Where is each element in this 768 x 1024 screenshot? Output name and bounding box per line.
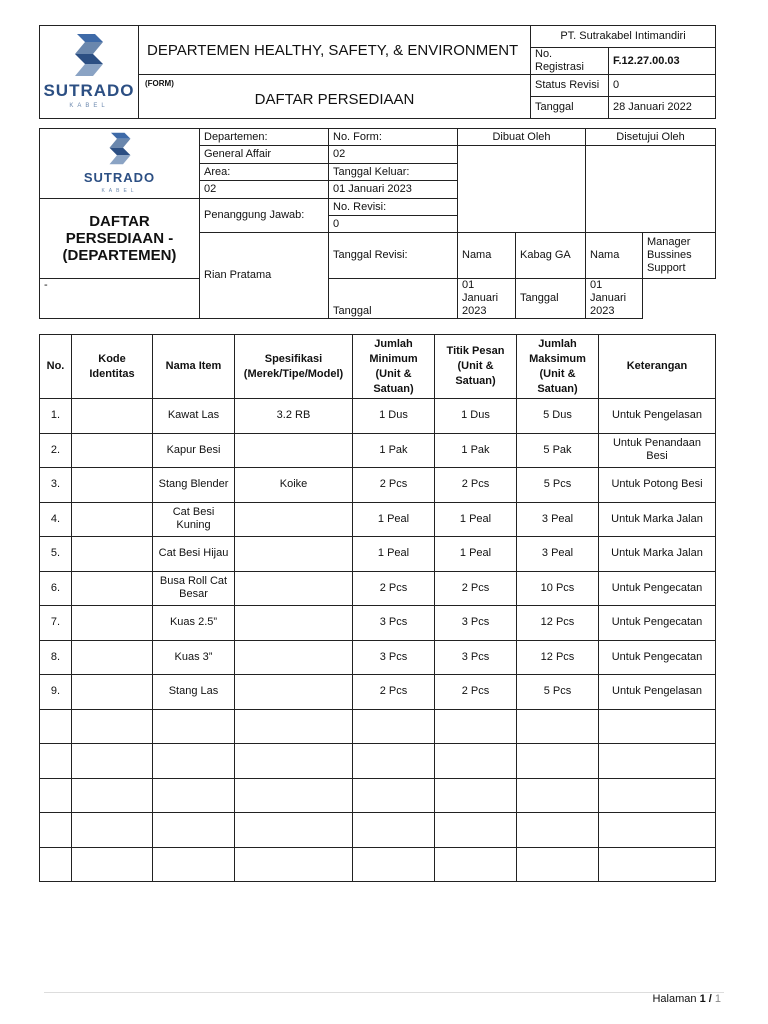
cell-titik xyxy=(435,847,517,882)
table-row xyxy=(40,399,716,434)
cell-max: 5 Pcs xyxy=(517,675,599,710)
cell-kode xyxy=(72,537,153,572)
tanggal-revisi-value: - xyxy=(40,279,200,319)
cell-no xyxy=(40,778,72,813)
cell-titik xyxy=(435,744,517,779)
cell-ket: Untuk Marka Jalan xyxy=(599,502,716,537)
header-titik: Titik Pesan (Unit & Satuan) xyxy=(435,335,517,399)
cell-min: 3 Pcs xyxy=(353,606,435,641)
cell-min xyxy=(353,709,435,744)
header-keterangan: Keterangan xyxy=(599,335,716,399)
no-form-label: No. Form: xyxy=(329,129,458,146)
cell-spek xyxy=(235,571,353,606)
logo-brand-text: SUTRADO xyxy=(43,80,135,100)
cell-no xyxy=(40,709,72,744)
cell-no: 2. xyxy=(40,433,72,468)
page-number xyxy=(652,993,721,1005)
penanggung-jawab-value: Rian Pratama xyxy=(200,233,329,319)
cell-ket xyxy=(599,709,716,744)
cell-no: 3. xyxy=(40,468,72,503)
cell-kode xyxy=(72,606,153,641)
document-header xyxy=(39,25,716,119)
date-value: 28 Januari 2022 xyxy=(609,97,716,119)
doc-title: DAFTAR PERSEDIAAN - (DEPARTEMEN) xyxy=(40,199,200,279)
cell-nama: Stang Blender xyxy=(153,468,235,503)
no-form-value: 02 xyxy=(329,146,458,164)
cell-no: 4. xyxy=(40,502,72,537)
cell-spek xyxy=(235,640,353,675)
cell-spek xyxy=(235,433,353,468)
cell-min: 1 Peal xyxy=(353,537,435,572)
cell-no: 9. xyxy=(40,675,72,710)
form-tag: (FORM) xyxy=(145,79,174,88)
info-logo-sub: KABEL xyxy=(101,188,138,194)
document-info xyxy=(39,128,716,319)
departemen-label: Departemen: xyxy=(200,129,329,146)
area-label: Area: xyxy=(200,164,329,181)
cell-kode xyxy=(72,433,153,468)
cell-min xyxy=(353,813,435,848)
header-no: No. xyxy=(40,335,72,399)
form-title: DAFTAR PERSEDIAAN xyxy=(254,91,415,108)
footer-divider xyxy=(44,992,724,993)
company-logo xyxy=(40,26,139,119)
cell-nama xyxy=(153,744,235,779)
cell-no: 7. xyxy=(40,606,72,641)
cell-nama: Kuas 3” xyxy=(153,640,235,675)
cell-kode xyxy=(72,399,153,434)
cell-titik: 3 Pcs xyxy=(435,640,517,675)
table-row xyxy=(40,813,716,848)
cell-min: 3 Pcs xyxy=(353,640,435,675)
cell-spek: 3.2 RB xyxy=(235,399,353,434)
cell-titik: 1 Dus xyxy=(435,399,517,434)
table-row xyxy=(40,537,716,572)
disetujui-signature-area xyxy=(586,146,716,233)
cell-min xyxy=(353,847,435,882)
cell-nama xyxy=(153,778,235,813)
area-value: 02 xyxy=(200,181,329,199)
cell-titik xyxy=(435,709,517,744)
cell-kode xyxy=(72,778,153,813)
disetujui-oleh-label: Disetujui Oleh xyxy=(586,129,716,146)
table-row xyxy=(40,502,716,537)
cell-kode xyxy=(72,468,153,503)
table-row xyxy=(40,778,716,813)
cell-min: 2 Pcs xyxy=(353,468,435,503)
info-logo xyxy=(40,129,200,199)
cell-spek xyxy=(235,502,353,537)
cell-no: 8. xyxy=(40,640,72,675)
cell-ket: Untuk Pengecatan xyxy=(599,606,716,641)
cell-min: 1 Peal xyxy=(353,502,435,537)
cell-max xyxy=(517,744,599,779)
cell-ket: Untuk Pengecatan xyxy=(599,640,716,675)
cell-min: 1 Pak xyxy=(353,433,435,468)
table-row xyxy=(40,468,716,503)
table-row xyxy=(40,744,716,779)
departemen-value: General Affair xyxy=(200,146,329,164)
cell-max xyxy=(517,778,599,813)
cell-min xyxy=(353,778,435,813)
cell-nama xyxy=(153,813,235,848)
tanggal-keluar-value: 01 Januari 2023 xyxy=(329,181,458,199)
cell-min xyxy=(353,744,435,779)
cell-ket xyxy=(599,778,716,813)
company-name: PT. Sutrakabel Intimandiri xyxy=(531,26,716,48)
no-revisi-label: No. Revisi: xyxy=(329,199,458,216)
cell-titik: 1 Pak xyxy=(435,433,517,468)
table-row xyxy=(40,640,716,675)
cell-max: 5 Pak xyxy=(517,433,599,468)
cell-spek xyxy=(235,709,353,744)
cell-kode xyxy=(72,571,153,606)
table-row xyxy=(40,433,716,468)
dibuat-nama-label: Nama xyxy=(458,233,516,279)
cell-kode xyxy=(72,847,153,882)
cell-kode xyxy=(72,502,153,537)
cell-no xyxy=(40,813,72,848)
cell-spek xyxy=(235,847,353,882)
cell-spek xyxy=(235,744,353,779)
cell-ket xyxy=(599,847,716,882)
info-logo-brand: SUTRADO xyxy=(83,170,156,185)
cell-spek xyxy=(235,778,353,813)
registration-label: No. Registrasi xyxy=(531,48,609,75)
dibuat-tanggal-value: 01 Januari 2023 xyxy=(458,279,516,319)
cell-spek xyxy=(235,606,353,641)
tanggal-keluar-label: Tanggal Keluar: xyxy=(329,164,458,181)
cell-max xyxy=(517,847,599,882)
dibuat-tanggal-label: Tanggal xyxy=(329,279,458,319)
cell-nama: Stang Las xyxy=(153,675,235,710)
cell-nama: Kapur Besi xyxy=(153,433,235,468)
cell-max: 10 Pcs xyxy=(517,571,599,606)
sutrado-logo-icon xyxy=(69,32,109,82)
cell-ket: Untuk Pengelasan xyxy=(599,675,716,710)
cell-nama xyxy=(153,709,235,744)
table-row xyxy=(40,606,716,641)
table-row xyxy=(40,675,716,710)
cell-max xyxy=(517,813,599,848)
cell-nama: Kuas 2.5” xyxy=(153,606,235,641)
revision-status-value: 0 xyxy=(609,75,716,97)
page-total: 1 xyxy=(714,993,721,1005)
cell-kode xyxy=(72,675,153,710)
cell-titik: 2 Pcs xyxy=(435,675,517,710)
cell-nama xyxy=(153,847,235,882)
disetujui-nama-value: Manager Bussines Support xyxy=(643,233,716,279)
table-row xyxy=(40,709,716,744)
cell-titik: 2 Pcs xyxy=(435,571,517,606)
cell-ket: Untuk Penandaan Besi xyxy=(599,433,716,468)
cell-ket: Untuk Pengelasan xyxy=(599,399,716,434)
cell-min: 1 Dus xyxy=(353,399,435,434)
header-nama: Nama Item xyxy=(153,335,235,399)
cell-nama: Busa Roll Cat Besar xyxy=(153,571,235,606)
registration-value: F.12.27.00.03 xyxy=(609,48,716,75)
inventory-table xyxy=(39,334,716,882)
cell-titik xyxy=(435,813,517,848)
tanggal-revisi-label: Tanggal Revisi: xyxy=(329,233,458,279)
cell-spek: Koike xyxy=(235,468,353,503)
disetujui-nama-label: Nama xyxy=(586,233,643,279)
sutrado-logo-icon xyxy=(105,129,135,171)
header-kode: Kode Identitas xyxy=(72,335,153,399)
cell-no: 1. xyxy=(40,399,72,434)
cell-spek xyxy=(235,537,353,572)
cell-max: 12 Pcs xyxy=(517,640,599,675)
cell-ket: Untuk Marka Jalan xyxy=(599,537,716,572)
cell-kode xyxy=(72,640,153,675)
cell-ket: Untuk Pengecatan xyxy=(599,571,716,606)
cell-max xyxy=(517,709,599,744)
cell-titik: 1 Peal xyxy=(435,502,517,537)
page-current: 1 / xyxy=(699,993,712,1005)
header-min: Jumlah Minimum (Unit & Satuan) xyxy=(353,335,435,399)
cell-no xyxy=(40,744,72,779)
disetujui-tanggal-value: 01 Januari 2023 xyxy=(586,279,643,319)
cell-kode xyxy=(72,813,153,848)
dibuat-oleh-label: Dibuat Oleh xyxy=(458,129,586,146)
department-title: DEPARTEMEN HEALTHY, SAFETY, & ENVIRONMENT xyxy=(139,26,531,75)
cell-titik: 1 Peal xyxy=(435,537,517,572)
header-max: Jumlah Maksimum (Unit & Satuan) xyxy=(517,335,599,399)
cell-titik: 3 Pcs xyxy=(435,606,517,641)
penanggung-jawab-label: Penanggung Jawab: xyxy=(200,199,329,233)
cell-kode xyxy=(72,744,153,779)
cell-max: 3 Peal xyxy=(517,537,599,572)
cell-max: 12 Pcs xyxy=(517,606,599,641)
cell-titik: 2 Pcs xyxy=(435,468,517,503)
cell-no: 6. xyxy=(40,571,72,606)
table-row xyxy=(40,571,716,606)
revision-status-label: Status Revisi xyxy=(531,75,609,97)
cell-min: 2 Pcs xyxy=(353,571,435,606)
cell-spek xyxy=(235,675,353,710)
cell-min: 2 Pcs xyxy=(353,675,435,710)
dibuat-signature-area xyxy=(458,146,586,233)
cell-kode xyxy=(72,709,153,744)
cell-spek xyxy=(235,813,353,848)
cell-no: 5. xyxy=(40,537,72,572)
table-header-row xyxy=(40,335,716,399)
disetujui-tanggal-label: Tanggal xyxy=(516,279,586,319)
cell-nama: Kawat Las xyxy=(153,399,235,434)
cell-no xyxy=(40,847,72,882)
form-title-cell xyxy=(139,75,531,119)
page-label: Halaman xyxy=(652,993,697,1005)
cell-titik xyxy=(435,778,517,813)
cell-nama: Cat Besi Hijau xyxy=(153,537,235,572)
cell-ket xyxy=(599,744,716,779)
header-spesifikasi: Spesifikasi (Merek/Tipe/Model) xyxy=(235,335,353,399)
cell-ket: Untuk Potong Besi xyxy=(599,468,716,503)
cell-ket xyxy=(599,813,716,848)
dibuat-nama-value: Kabag GA xyxy=(516,233,586,279)
table-body xyxy=(40,399,716,882)
cell-max: 5 Dus xyxy=(517,399,599,434)
cell-max: 5 Pcs xyxy=(517,468,599,503)
no-revisi-value: 0 xyxy=(329,216,458,233)
cell-nama: Cat Besi Kuning xyxy=(153,502,235,537)
date-label: Tanggal xyxy=(531,97,609,119)
logo-sub-text: KABEL xyxy=(69,102,109,109)
cell-max: 3 Peal xyxy=(517,502,599,537)
table-row xyxy=(40,847,716,882)
